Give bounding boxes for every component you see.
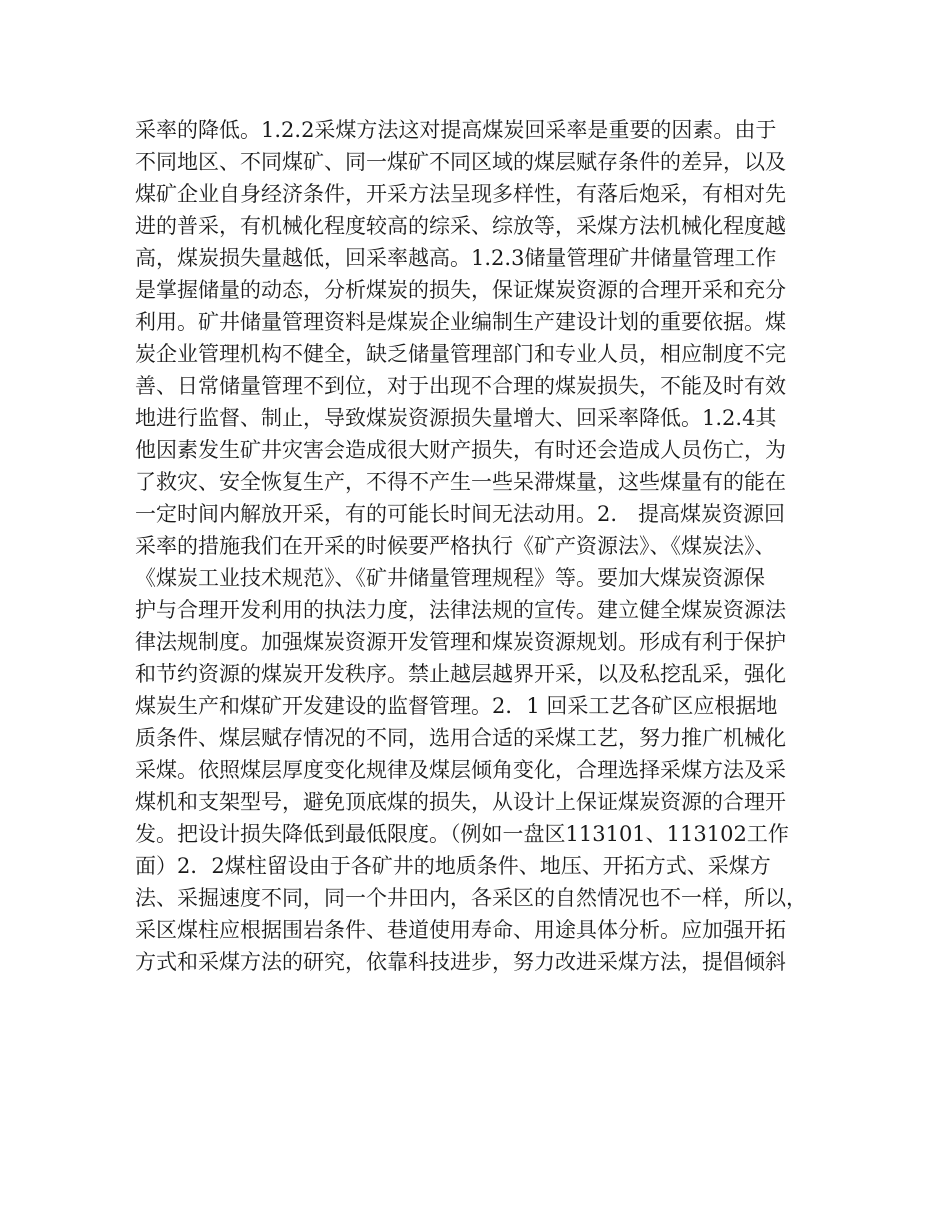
text-line: 护与合理开发利用的执法力度，法律法规的宣传。建立健全煤炭资源法 xyxy=(135,598,786,622)
text-line: 质条件、煤层赋存情况的不同，选用合适的采煤工艺，努力推广机械化 xyxy=(135,726,786,750)
text-line: 律法规制度。加强煤炭资源开发管理和煤炭资源规划。形成有利于保护 xyxy=(135,630,786,654)
text-line: 方式和采煤方法的研究，依靠科技进步，努力改进采煤方法，提倡倾斜 xyxy=(135,950,786,974)
text-line: 面）2．2煤柱留设由于各矿井的地质条件、地压、开拓方式、采煤方 xyxy=(135,854,771,878)
text-line: 善、日常储量管理不到位，对于出现不合理的煤炭损失，不能及时有效 xyxy=(135,374,786,398)
text-line: 利用。矿井储量管理资料是煤炭企业编制生产建设计划的重要依据。煤 xyxy=(135,310,786,334)
text-line: 一定时间内解放开采，有的可能长时间无法动用。2. 提高煤炭资源回 xyxy=(135,502,786,526)
text-line: 《煤炭工业技术规范》、《矿井储量管理规程》等。要加大煤炭资源保 xyxy=(135,566,765,590)
text-line: 地进行监督、制止，导致煤炭资源损失量增大、回采率降低。1.2.4其 xyxy=(135,406,777,430)
text-line: 了救灾、安全恢复生产，不得不产生一些呆滞煤量，这些煤量有的能在 xyxy=(135,470,786,494)
text-line: 法、采掘速度不同，同一个井田内，各采区的自然情况也不一样，所以， xyxy=(135,886,807,910)
text-line: 煤机和支架型号，避免顶底煤的损失，从设计上保证煤炭资源的合理开 xyxy=(135,790,786,814)
body-text xyxy=(135,114,825,978)
text-line: 采率的措施我们在开采的时候要严格执行《矿产资源法》、《煤炭法》、 xyxy=(135,534,776,558)
text-line: 是掌握储量的动态，分析煤炭的损失，保证煤炭资源的合理开采和充分 xyxy=(135,278,786,302)
text-line: 他因素发生矿井灾害会造成很大财产损失，有时还会造成人员伤亡，为 xyxy=(135,438,786,462)
text-line: 发。把设计损失降低到最低限度。（例如一盘区113101、113102工作 xyxy=(135,822,789,846)
text-line: 高，煤炭损失量越低，回采率越高。1.2.3储量管理矿井储量管理工作 xyxy=(135,246,777,270)
text-line: 进的普采，有机械化程度较高的综采、综放等，采煤方法机械化程度越 xyxy=(135,214,786,238)
text-line: 煤炭生产和煤矿开发建设的监督管理。2．1 回采工艺各矿区应根据地 xyxy=(135,694,778,718)
text-line: 炭企业管理机构不健全，缺乏储量管理部门和专业人员，相应制度不完 xyxy=(135,342,786,366)
text-line: 采区煤柱应根据围岩条件、巷道使用寿命、用途具体分析。应加强开拓 xyxy=(135,918,786,942)
text-line: 和节约资源的煤炭开发秩序。禁止越层越界开采，以及私挖乱采，强化 xyxy=(135,662,786,686)
text-line: 不同地区、不同煤矿、同一煤矿不同区域的煤层赋存条件的差异，以及 xyxy=(135,150,786,174)
text-line: 采率的降低。1.2.2采煤方法这对提高煤炭回采率是重要的因素。由于 xyxy=(135,118,777,142)
text-line: 采煤。依照煤层厚度变化规律及煤层倾角变化，合理选择采煤方法及采 xyxy=(135,758,786,782)
text-line: 煤矿企业自身经济条件，开采方法呈现多样性，有落后炮采，有相对先 xyxy=(135,182,786,206)
